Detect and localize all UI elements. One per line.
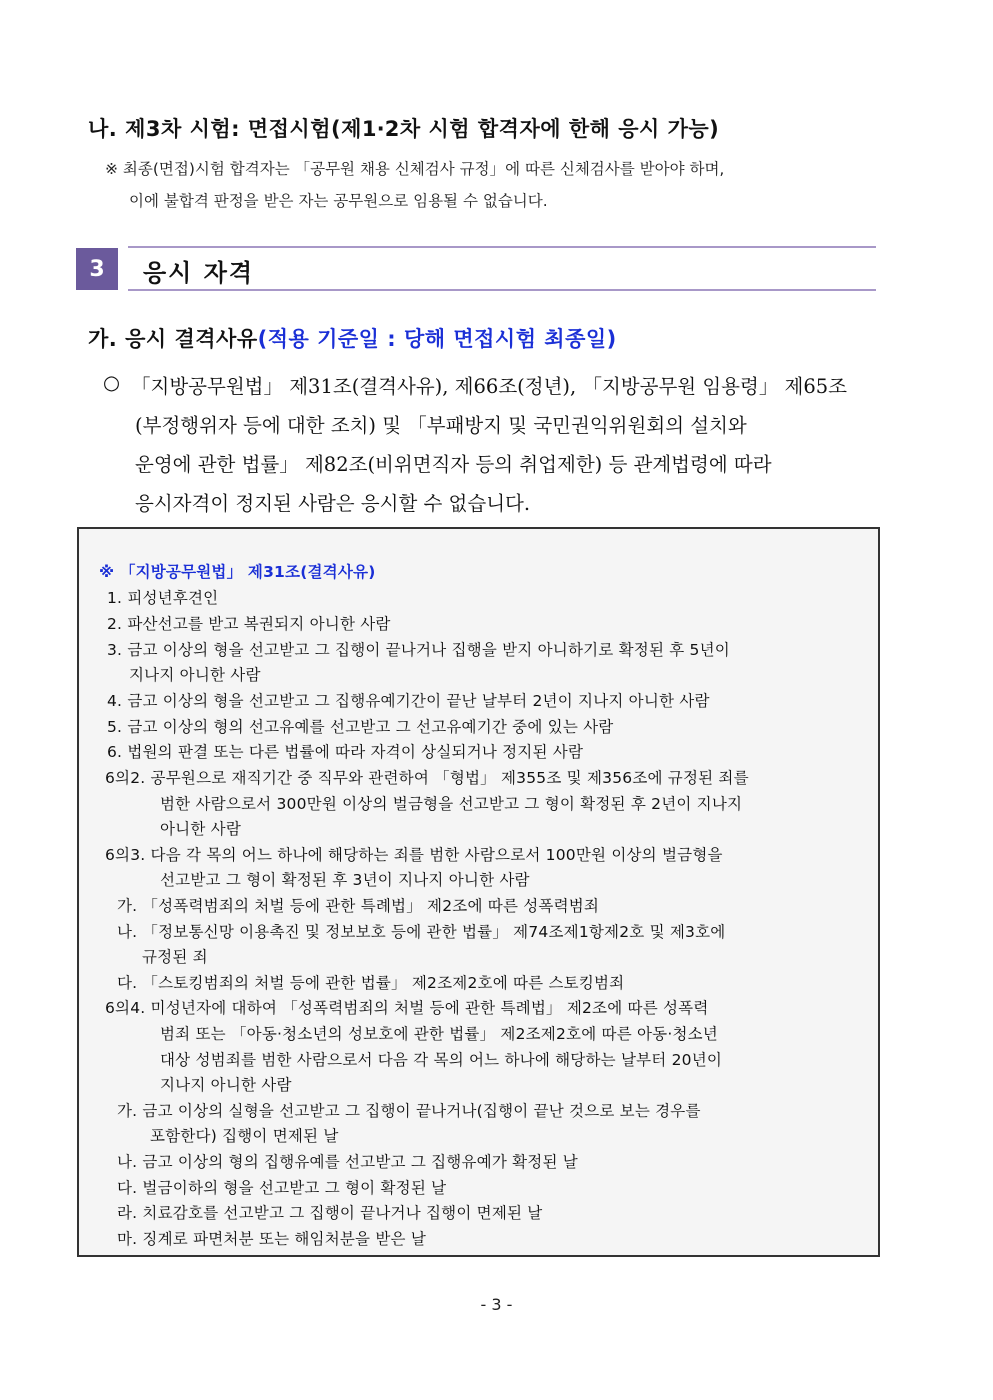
box-line: 다. 벌금이하의 형을 선고받고 그 형이 확정된 날	[117, 1179, 447, 1197]
box-line: 지나지 아니한 사람	[129, 666, 261, 684]
section-na-note-line1: ※ 최종(면접)시험 합격자는 「공무원 채용 신체검사 규정」에 따른 신체검사를 받아야 하며,	[105, 160, 725, 178]
section-ga-heading-criterion: (적용 기준일 : 당해 면접시험 최종일)	[257, 327, 617, 351]
section-na-note-line2: 이에 불합격 판정을 받은 자는 공무원으로 임용될 수 없습니다.	[129, 192, 548, 210]
box-line: 6의3. 다음 각 목의 어느 하나에 해당하는 죄를 범한 사람으로서 100만원 이상의 벌금형을	[105, 846, 723, 864]
bullet-circle-icon: ○	[103, 371, 121, 394]
box-line: 가. 금고 이상의 실형을 선고받고 그 집행이 끝나거나(집행이 끝난 것으로 보는 경우를	[117, 1102, 701, 1120]
box-line: 6. 법원의 판결 또는 다른 법률에 따라 자격이 상실되거나 정지된 사람	[107, 743, 584, 761]
box-line: 아니한 사람	[160, 820, 241, 838]
box-title: ※ 「지방공무원법」 제31조(결격사유)	[99, 563, 376, 581]
disqualification-box	[77, 527, 880, 1257]
section-ga-line: 「지방공무원법」 제31조(결격사유), 제66조(정년), 「지방공무원 임용령」 제65조	[131, 375, 848, 398]
section-title: 응시 자격	[143, 259, 255, 287]
box-line: 범죄 또는 「아동‧청소년의 성보호에 관한 법률」 제2조제2호에 따른 아동‧청소년	[160, 1025, 718, 1043]
section-ga-heading	[88, 323, 617, 353]
section-top-rule	[128, 246, 876, 248]
box-line: 다. 「스토킹범죄의 처벌 등에 관한 법률」 제2조제2호에 따른 스토킹범죄	[117, 974, 625, 992]
box-line: 5. 금고 이상의 형의 선고유예를 선고받고 그 선고유예기간 중에 있는 사람	[107, 718, 614, 736]
box-line: 나. 금고 이상의 형의 집행유예를 선고받고 그 집행유예가 확정된 날	[117, 1153, 578, 1171]
section-ga-line: (부정행위자 등에 대한 조치) 및 「부패방지 및 국민권익위원회의 설치와	[135, 414, 747, 437]
box-line: 대상 성범죄를 범한 사람으로서 다음 각 목의 어느 하나에 해당하는 날부터 20년이	[160, 1051, 723, 1069]
section-bottom-rule	[128, 289, 876, 291]
box-line: 나. 「정보통신망 이용촉진 및 정보보호 등에 관한 법률」 제74조제1항제2호 및 제3호에	[117, 923, 726, 941]
box-line: 범한 사람으로서 300만원 이상의 벌금형을 선고받고 그 형이 확정된 후 2년이 지나지	[160, 795, 743, 813]
box-line: 가. 「성폭력범죄의 처벌 등에 관한 특례법」 제2조에 따른 성폭력범죄	[117, 897, 600, 915]
box-line: 4. 금고 이상의 형을 선고받고 그 집행유예기간이 끝난 날부터 2년이 지나지 아니한 사람	[107, 692, 710, 710]
section-ga-line: 응시자격이 정지된 사람은 응시할 수 없습니다.	[135, 492, 531, 515]
box-line: 2. 파산선고를 받고 복권되지 아니한 사람	[107, 615, 391, 633]
section-number-badge: 3	[76, 248, 118, 290]
box-line: 라. 치료감호를 선고받고 그 집행이 끝나거나 집행이 면제된 날	[117, 1204, 543, 1222]
box-line: 선고받고 그 형이 확정된 후 3년이 지나지 아니한 사람	[160, 871, 530, 889]
page-number: - 3 -	[480, 1295, 513, 1314]
section-ga-heading-prefix: 가. 응시 결격사유	[88, 327, 258, 351]
box-line: 포함한다) 집행이 면제된 날	[150, 1127, 339, 1145]
box-line: 3. 금고 이상의 형을 선고받고 그 집행이 끝나거나 집행을 받지 아니하기로 확정된 후 5년이	[107, 641, 730, 659]
section-ga-line: 운영에 관한 법률」 제82조(비위면직자 등의 취업제한) 등 관계법령에 따라	[135, 453, 772, 476]
section-na-heading: 나. 제3차 시험: 면접시험(제1‧2차 시험 합격자에 한해 응시 가능)	[88, 117, 720, 141]
box-line: 지나지 아니한 사람	[160, 1076, 292, 1094]
box-line: 6의2. 공무원으로 재직기간 중 직무와 관련하여 「형법」 제355조 및 제356조에 규정된 죄를	[105, 769, 749, 787]
box-line: 마. 징계로 파면처분 또는 해임처분을 받은 날	[117, 1230, 427, 1248]
box-line: 1. 피성년후견인	[107, 589, 219, 607]
box-line: 규정된 죄	[142, 948, 208, 966]
box-line: 6의4. 미성년자에 대하여 「성폭력범죄의 처벌 등에 관한 특례법」 제2조에 따른 성폭력	[105, 999, 709, 1017]
